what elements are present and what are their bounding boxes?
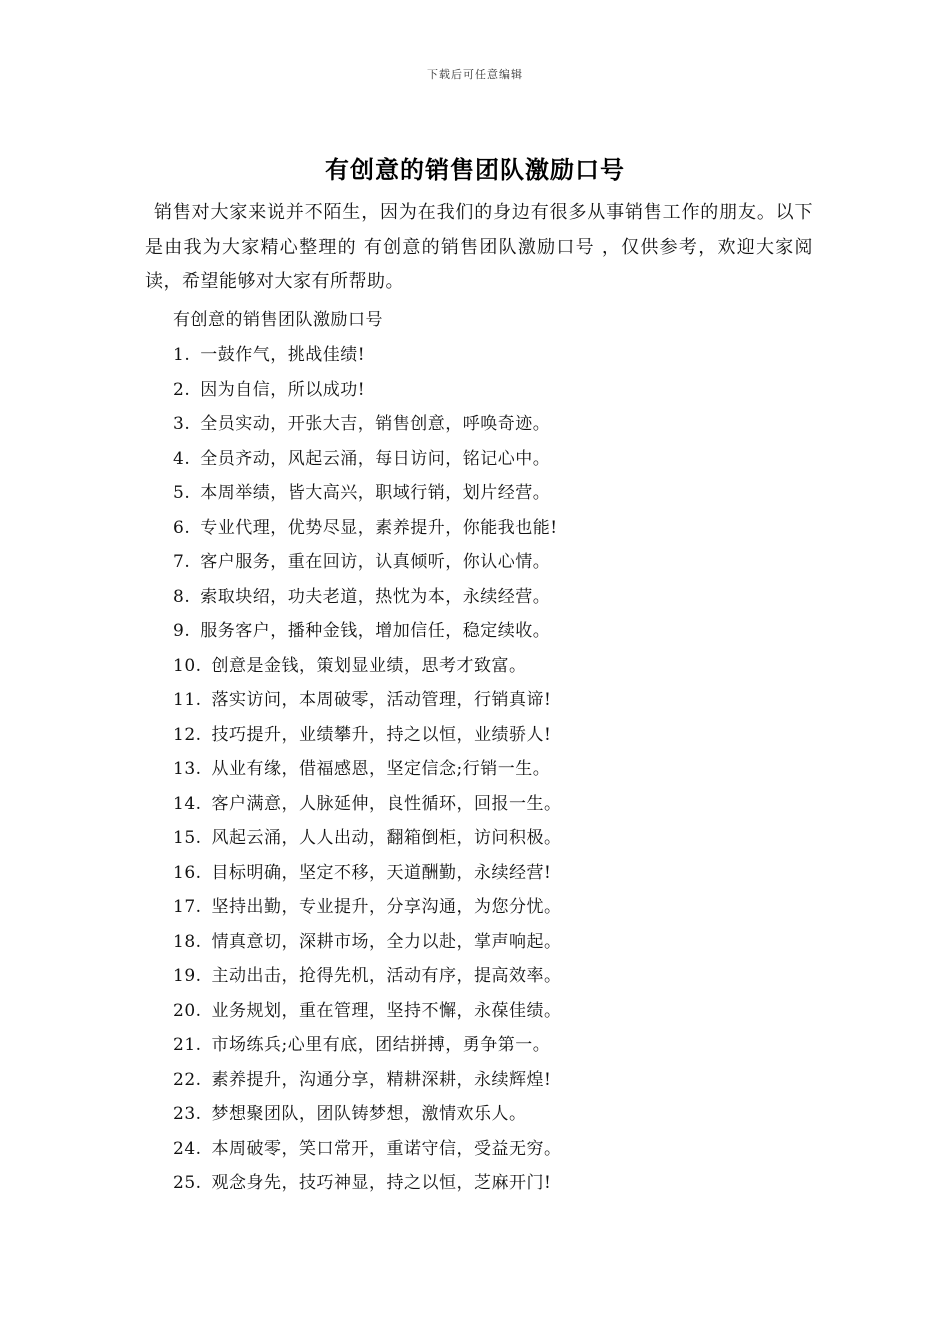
- list-item-text: 技巧提升，业绩攀升，持之以恒，业绩骄人!: [211, 724, 552, 745]
- list-item-number: 15.: [173, 828, 202, 848]
- list-item-number: 22.: [173, 1069, 202, 1090]
- list-item-number: 19.: [173, 966, 202, 986]
- list-item-number: 20.: [173, 1000, 202, 1021]
- list-item: [173, 1063, 562, 1098]
- list-item-text: 风起云涌，人人出动，翻箱倒柜，访问积极。: [211, 828, 562, 848]
- section-subheading: 有创意的销售团队激励口号: [173, 310, 383, 330]
- list-item-number: 24.: [173, 1138, 202, 1159]
- list-item-number: 8.: [173, 586, 191, 607]
- list-item-text: 素养提升，沟通分享，精耕深耕，永续辉煌!: [211, 1069, 552, 1090]
- list-item: [173, 373, 562, 408]
- list-item: [173, 545, 562, 580]
- list-item-text: 全员实动，开张大吉，销售创意，呼唤奇迹。: [200, 414, 551, 434]
- list-item-number: 21.: [173, 1035, 202, 1055]
- list-item-number: 14.: [173, 793, 202, 814]
- list-item-number: 17.: [173, 897, 202, 917]
- list-item-number: 16.: [173, 862, 202, 883]
- list-item: [173, 476, 562, 511]
- list-item-text: 客户满意，人脉延伸，良性循环，回报一生。: [211, 793, 562, 814]
- list-item: [173, 925, 562, 960]
- list-item: [173, 890, 562, 925]
- list-item-text: 坚持出勤，专业提升，分享沟通，为您分忧。: [211, 897, 562, 917]
- list-item: [173, 959, 562, 994]
- list-item-text: 一鼓作气，挑战佳绩!: [200, 345, 366, 365]
- list-item-number: 12.: [173, 724, 202, 745]
- list-item-text: 业务规划，重在管理，坚持不懈，永葆佳绩。: [211, 1000, 562, 1021]
- intro-paragraph: 销售对大家来说并不陌生，因为在我们的身边有很多从事销售工作的朋友。以下是由我为大家精心整理的 有创意的销售团队激励口号 ，仅供参考，欢迎大家阅读，希望能够对大家有所帮助。: [145, 202, 813, 292]
- list-item-number: 6.: [173, 517, 191, 538]
- list-item: [173, 1097, 562, 1132]
- list-item: [173, 683, 562, 718]
- list-item: [173, 856, 562, 891]
- list-item-text: 主动出击，抢得先机，活动有序，提高效率。: [211, 966, 562, 986]
- list-item-text: 本周举绩，皆大高兴，职域行销，划片经营。: [200, 483, 551, 503]
- list-item-number: 9.: [173, 621, 191, 641]
- list-item: [173, 614, 562, 649]
- list-item-text: 专业代理，优势尽显，素养提升，你能我也能!: [200, 517, 558, 538]
- list-item: [173, 1132, 562, 1167]
- list-item-number: 1.: [173, 345, 191, 365]
- list-item: [173, 994, 562, 1029]
- list-item: [173, 1028, 562, 1063]
- list-item-number: 5.: [173, 483, 191, 503]
- list-item-text: 市场练兵;心里有底，团结拼搏，勇争第一。: [211, 1035, 551, 1055]
- list-item-text: 客户服务，重在回访，认真倾听，你认心情。: [200, 552, 551, 572]
- list-item: [173, 787, 562, 822]
- list-item: [173, 407, 562, 442]
- list-item-number: 10.: [173, 655, 202, 676]
- list-item: [173, 511, 562, 546]
- list-item-number: 13.: [173, 759, 202, 779]
- list-item: [173, 718, 562, 753]
- document-title: 有创意的销售团队激励口号: [325, 156, 625, 184]
- list-item: [173, 821, 562, 856]
- list-item-text: 梦想聚团队，团队铸梦想，激情欢乐人。: [211, 1104, 527, 1124]
- page-header: 下载后可任意编辑: [427, 68, 523, 81]
- list-item-number: 18.: [173, 931, 202, 952]
- list-item: [173, 442, 562, 477]
- slogan-list: [173, 338, 562, 1201]
- list-item-number: 7.: [173, 552, 191, 572]
- list-item: [173, 580, 562, 615]
- list-item-text: 落实访问，本周破零，活动管理，行销真谛!: [211, 690, 552, 710]
- list-item-text: 创意是金钱，策划显业绩，思考才致富。: [211, 655, 527, 676]
- list-item-text: 本周破零，笑口常开，重诺守信，受益无穷。: [211, 1138, 562, 1159]
- list-item-text: 观念身先，技巧神显，持之以恒，芝麻开门!: [211, 1173, 552, 1193]
- list-item-text: 全员齐动，风起云涌，每日访问，铭记心中。: [200, 448, 551, 469]
- list-item-text: 情真意切，深耕市场，全力以赴，掌声响起。: [211, 931, 562, 952]
- list-item-text: 从业有缘，借福感恩，坚定信念;行销一生。: [211, 759, 551, 779]
- list-item-text: 因为自信，所以成功!: [200, 379, 366, 400]
- list-item-number: 25.: [173, 1173, 202, 1193]
- list-item-text: 目标明确，坚定不移，天道酬勤，永续经营!: [211, 862, 552, 883]
- list-item: [173, 752, 562, 787]
- list-item: [173, 649, 562, 684]
- list-item-number: 4.: [173, 448, 191, 469]
- list-item-text: 服务客户，播种金钱，增加信任，稳定续收。: [200, 621, 551, 641]
- list-item: [173, 338, 562, 373]
- list-item-number: 23.: [173, 1104, 202, 1124]
- list-item-number: 11.: [173, 690, 202, 710]
- list-item: [173, 1166, 562, 1201]
- list-item-number: 3.: [173, 414, 191, 434]
- list-item-text: 索取块绍，功夫老道，热忱为本，永续经营。: [200, 586, 551, 607]
- list-item-number: 2.: [173, 379, 191, 400]
